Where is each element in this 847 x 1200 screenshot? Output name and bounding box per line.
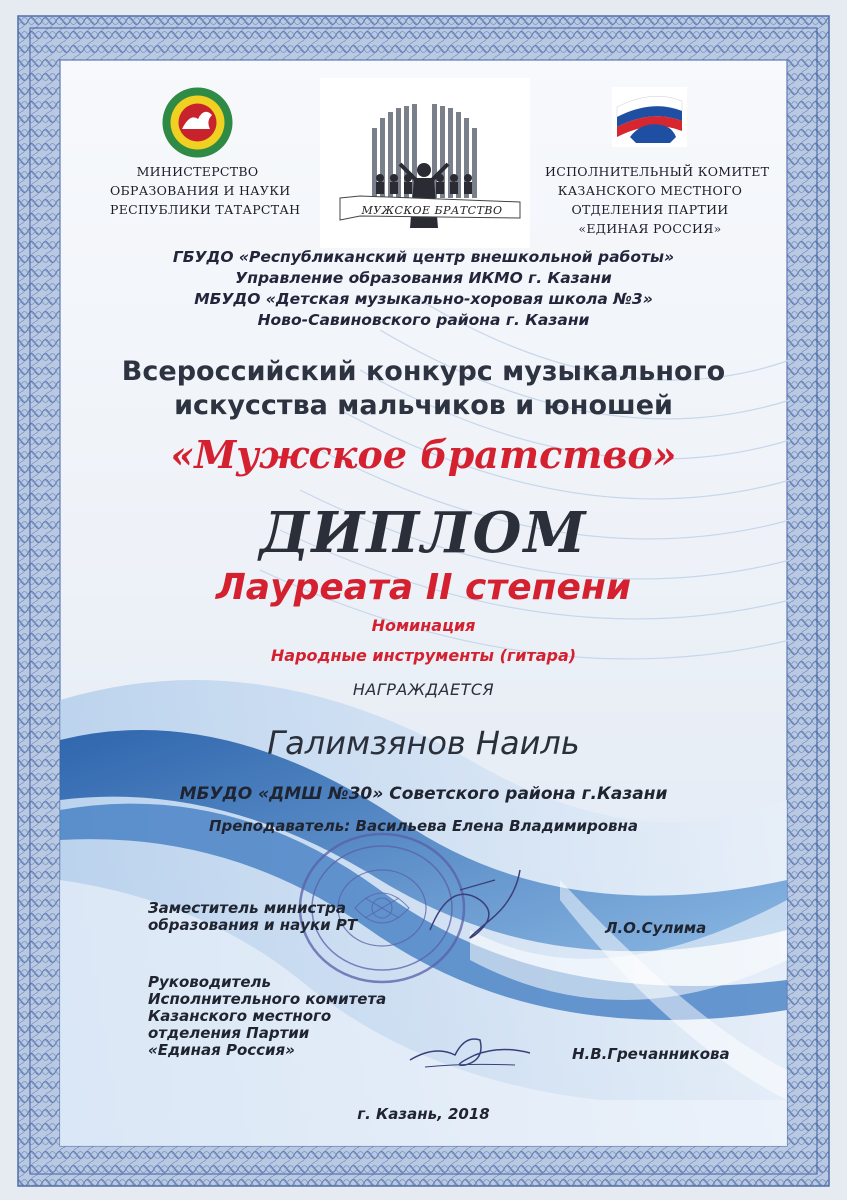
- organ-choir-logo-icon: [320, 78, 530, 248]
- right-organization: [545, 162, 770, 238]
- contest-name: «Мужское братство»: [170, 432, 677, 477]
- right-org-line: «ЕДИНАЯ РОССИЯ»: [578, 221, 722, 236]
- left-org-line: МИНИСТЕРСТВО: [136, 164, 259, 179]
- right-org-line: ОТДЕЛЕНИЯ ПАРТИИ: [571, 202, 729, 217]
- signatory-2-title-line: Руководитель: [148, 973, 272, 991]
- right-org-line: КАЗАНСКОГО МЕСТНОГО: [557, 183, 743, 198]
- contest-title-line1: Всероссийский конкурс музыкального: [121, 356, 726, 387]
- teacher-line: Преподаватель: Васильева Елена Владимировна: [208, 817, 639, 835]
- tatarstan-emblem-icon: [160, 85, 235, 160]
- diploma-degree: Лауреата II степени: [215, 567, 632, 608]
- contest-logo: [320, 78, 530, 248]
- right-org-line: ИСПОЛНИТЕЛЬНЫЙ КОМИТЕТ: [545, 164, 770, 179]
- place-date: г. Казань, 2018: [357, 1105, 490, 1123]
- signatory-1-title-line: Заместитель министра: [148, 899, 346, 917]
- signature-2-icon: [405, 1025, 535, 1075]
- nomination-value: Народные инструменты (гитара): [270, 646, 577, 665]
- signatory-2-title-line: Исполнительного комитета: [148, 990, 387, 1008]
- recipient-school: МБУДО «ДМШ №30» Советского района г.Казани: [179, 784, 668, 804]
- nomination-label: Номинация: [371, 616, 476, 635]
- signatory-2-title-line: «Единая Россия»: [148, 1041, 295, 1059]
- contest-title-line2: искусства мальчиков и юношей: [174, 390, 673, 421]
- recipient-name: Галимзянов Наиль: [267, 724, 580, 762]
- logo-banner-text: МУЖСКОЕ БРАТСТВО: [361, 204, 503, 217]
- signatory-2-title-line: Казанского местного: [148, 1007, 332, 1025]
- left-organization: [110, 162, 301, 219]
- signatory-1-title-line: образования и науки РТ: [148, 916, 358, 934]
- united-russia-emblem-icon: [612, 87, 687, 147]
- signature-1-icon: [420, 860, 530, 950]
- signatory-2-title-line: отделения Партии: [148, 1024, 310, 1042]
- left-org-line: ОБРАЗОВАНИЯ И НАУКИ: [110, 183, 291, 198]
- left-org-line: РЕСПУБЛИКИ ТАТАРСТАН: [110, 202, 301, 217]
- awarded-label: НАГРАЖДАЕТСЯ: [352, 680, 495, 699]
- organizer-line: ГБУДО «Республиканский центр внешкольной работы»: [172, 248, 675, 266]
- signatory-1-name: Л.О.Сулима: [605, 919, 707, 937]
- organizer-line: Ново-Савиновского района г. Казани: [257, 311, 590, 329]
- organizer-line: МБУДО «Детская музыкально-хоровая школа №3»: [194, 290, 653, 308]
- organizer-line: Управление образования ИКМО г. Казани: [235, 269, 612, 287]
- signatory-1-title: [148, 900, 357, 934]
- signatory-2-name: Н.В.Гречанникова: [572, 1045, 730, 1063]
- signatory-2-title: [148, 974, 386, 1059]
- diploma-title: ДИПЛОМ: [259, 500, 588, 566]
